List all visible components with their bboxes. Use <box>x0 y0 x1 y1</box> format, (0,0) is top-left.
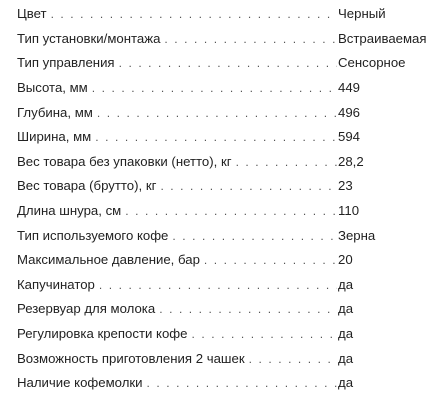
spec-value: да <box>338 276 354 292</box>
spec-row-width <box>0 125 440 150</box>
spec-label: Тип управления <box>17 55 115 71</box>
spec-row-cord-length <box>0 199 440 224</box>
spec-label: Тип установки/монтажа <box>17 30 161 46</box>
spec-value: 23 <box>338 178 353 194</box>
spec-value: 594 <box>338 129 361 145</box>
spec-row-height <box>0 76 440 101</box>
spec-value: да <box>338 326 354 342</box>
spec-value: Черный <box>338 6 386 22</box>
spec-value: да <box>338 375 354 391</box>
spec-row-two-cups <box>0 346 440 371</box>
dot-leader <box>172 228 337 244</box>
dot-leader <box>160 178 337 194</box>
spec-label: Возможность приготовления 2 чашек <box>17 350 245 366</box>
spec-label: Длина шнура, см <box>17 203 122 219</box>
spec-value: 496 <box>338 104 361 120</box>
dot-leader <box>99 277 337 293</box>
spec-value: Встраиваемая <box>338 30 427 46</box>
spec-label: Вес товара без упаковки (нетто), кг <box>17 153 232 169</box>
spec-value: Сенсорное <box>338 55 406 71</box>
dot-leader <box>125 203 337 219</box>
spec-label: Цвет <box>17 6 47 22</box>
spec-label: Капучинатор <box>17 276 95 292</box>
spec-row-milk-tank <box>0 297 440 322</box>
spec-row-depth <box>0 100 440 125</box>
spec-label: Глубина, мм <box>17 104 93 120</box>
spec-row-control <box>0 51 440 76</box>
spec-label: Вес товара (брутто), кг <box>17 178 157 194</box>
spec-label: Ширина, мм <box>17 129 92 145</box>
spec-row-net-weight <box>0 150 440 175</box>
spec-value: 28,2 <box>338 153 364 169</box>
spec-row-color <box>0 2 440 27</box>
spec-row-max-pressure <box>0 248 440 273</box>
dot-leader <box>97 105 337 121</box>
dot-leader <box>92 80 337 96</box>
dot-leader <box>236 154 337 170</box>
dot-leader <box>95 129 337 145</box>
spec-row-cappuccinator <box>0 273 440 298</box>
dot-leader <box>147 375 337 391</box>
spec-label: Высота, мм <box>17 80 88 96</box>
spec-value: 20 <box>338 252 353 268</box>
dot-leader <box>191 326 337 342</box>
spec-value: 449 <box>338 80 361 96</box>
spec-value: да <box>338 350 354 366</box>
spec-value: Зерна <box>338 227 376 243</box>
spec-label: Регулировка крепости кофе <box>17 326 188 342</box>
dot-leader <box>119 55 337 71</box>
dot-leader <box>159 301 337 317</box>
dot-leader <box>51 6 337 22</box>
spec-row-coffee-type <box>0 223 440 248</box>
dot-leader <box>249 351 337 367</box>
spec-row-grinder <box>0 371 440 396</box>
spec-row-gross-weight <box>0 174 440 199</box>
spec-label: Наличие кофемолки <box>17 375 143 391</box>
spec-label: Максимальное давление, бар <box>17 252 200 268</box>
spec-value: 110 <box>338 203 360 219</box>
dot-leader <box>164 31 337 47</box>
spec-label: Тип используемого кофе <box>17 227 169 243</box>
dot-leader <box>204 252 337 268</box>
spec-value: да <box>338 301 354 317</box>
spec-label: Резервуар для молока <box>17 301 156 317</box>
spec-row-mounting <box>0 27 440 52</box>
spec-row-strength-control <box>0 322 440 347</box>
